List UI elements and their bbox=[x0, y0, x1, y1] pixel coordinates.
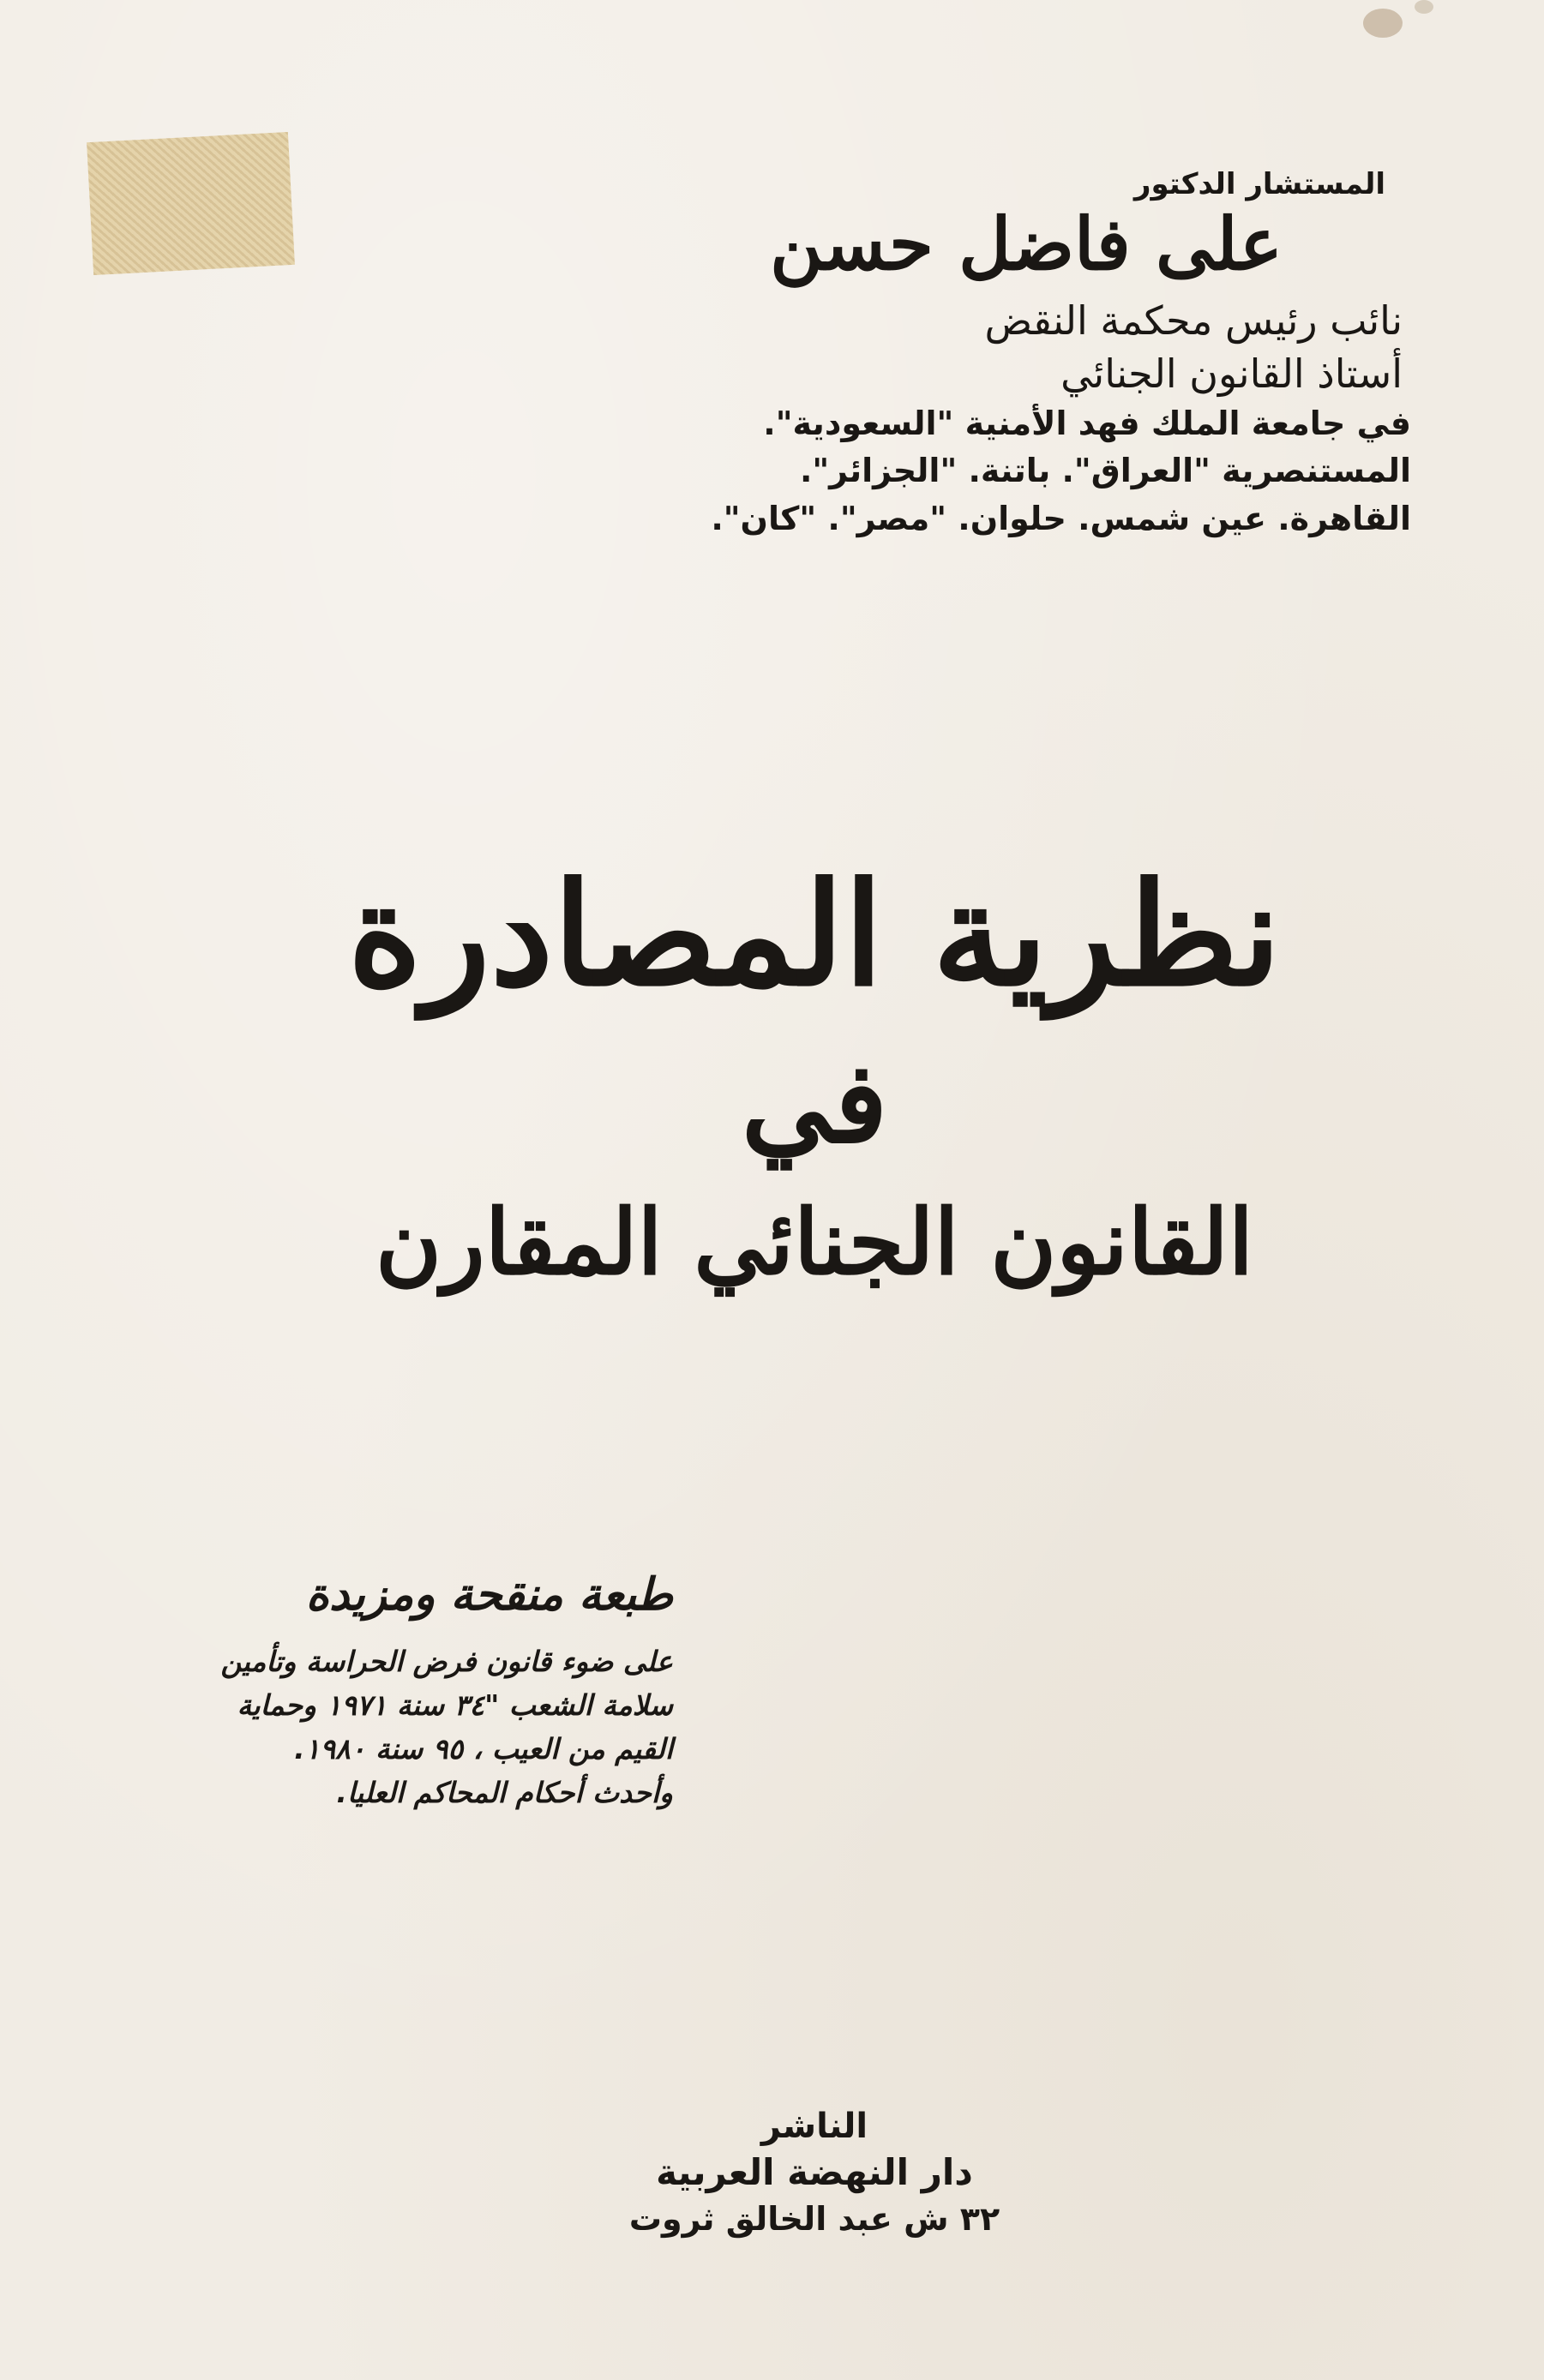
university-line: المستنصرية "العراق". باتنة. "الجزائر". bbox=[799, 452, 1411, 490]
edition-block bbox=[193, 1568, 673, 1815]
author-role: نائب رئيس محكمة النقض bbox=[984, 297, 1403, 345]
author-block bbox=[640, 167, 1411, 543]
ink-stain bbox=[1363, 9, 1403, 38]
publisher-name: دار النهضة العربية bbox=[656, 2151, 973, 2193]
edition-note-line: على ضوء قانون فرض الحراسة وتأمين bbox=[220, 1645, 673, 1678]
book-title: نظرية المصادرة bbox=[347, 851, 1282, 1017]
university-line: القاهرة. عين شمس. حلوان. "مصر". "كان". bbox=[711, 499, 1411, 537]
publisher-address: ٣٢ ش عبد الخالق ثروت bbox=[628, 2199, 1000, 2238]
author-name: على فاضل حسن bbox=[770, 201, 1283, 286]
author-role: أستاذ القانون الجنائي bbox=[1060, 351, 1403, 398]
edition-note-line: سلامة الشعب "٣٤ سنة ١٩٧١ وحماية bbox=[237, 1688, 673, 1723]
book-subtitle: القانون الجنائي المقارن bbox=[375, 1188, 1254, 1295]
book-title-block bbox=[257, 851, 1372, 1295]
ink-stain bbox=[1415, 0, 1433, 14]
edition-title: طبعة منقحة ومزيدة bbox=[305, 1568, 673, 1621]
tape-residue bbox=[87, 132, 295, 275]
edition-note-line: القيم من العيب ، ٩٥ سنة ١٩٨٠. bbox=[294, 1732, 673, 1766]
university-line: في جامعة الملك فهد الأمنية "السعودية". bbox=[763, 405, 1411, 443]
publisher-block bbox=[600, 2104, 1029, 2241]
edition-note-line: وأحدث أحكام المحاكم العليا. bbox=[336, 1776, 673, 1810]
publisher-label: الناشر bbox=[760, 2107, 868, 2146]
author-title: المستشار الدكتور bbox=[1133, 167, 1385, 201]
book-title-preposition: في bbox=[741, 1036, 888, 1168]
